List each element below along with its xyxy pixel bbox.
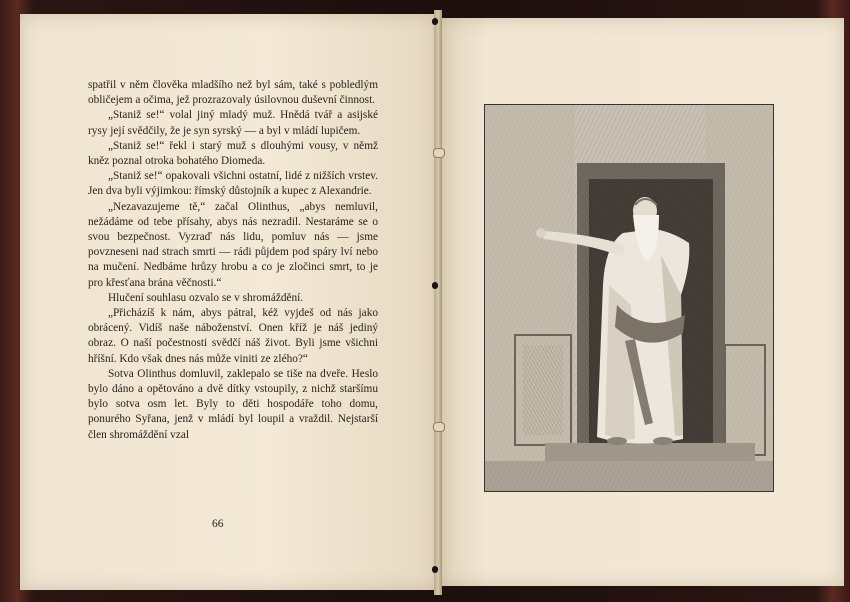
binding-stitch [433, 422, 445, 432]
old-man-in-doorway-illustration [485, 105, 773, 491]
binding-hole [432, 18, 438, 25]
binding-hole [432, 282, 438, 289]
page-body-text [88, 78, 378, 443]
binding-hole [432, 566, 438, 573]
binding-stitch [433, 148, 445, 158]
book-gutter [434, 10, 442, 595]
paragraph: „Přicházíš k nám, abys pátral, kéž vyjdeš od nás jako obrácený. Vidíš naše náboženství. Onen kříž je náš jediný obraz. O naší počestnosti svědčí náš život. Byli jsme všichni hříšní. Kdo však dnes nás může viniti ze zlého?“ [88, 307, 378, 365]
paragraph: Hlučení souhlasu ozvalo se v shromáždění. [108, 291, 304, 304]
paragraph: spatřil v něm člověka mladšího než byl sám, také s pobledlým obličejem a očima, jež prozrazovaly úsilovnou duševní činnost. [88, 79, 378, 107]
illustration-plate [484, 104, 774, 492]
paragraph: „Nezavazujeme tě,“ začal Olinthus, „abys nemluvil, nežádáme od tebe přísahy, abys nás nezradil. Nestaráme se o svou bezpečnost. Vyzraď nás lidu, pomluv nás — jsme povzneseni nad strach smrti — rádi půjdem pod spáry lví nebo na mučení. Nedbáme hrůzy hrobu a co je zločinci smrt, to je pro křesťana brána věčnosti.“ [88, 200, 378, 289]
paragraph: Sotva Olinthus domluvil, zaklepalo se tiše na dveře. Heslo bylo dáno a opětováno a dvě dítky vstoupily, z nichž staršímu bylo sotva osm let. Byly to děti hospodáře toho domu, ponurého Syřana, jenž v mládí byl loupil a vraždil. Nejstarší člen shromáždění vzal [88, 367, 378, 441]
paragraph: „Staniž se!“ volal jiný mladý muž. Hnědá tvář a asijské rysy její svědčily, že je syn syrský — a byl v mládí lupičem. [88, 109, 378, 137]
paragraph: „Staniž se!“ opakovali všichni ostatní, lidé z nižších vrstev. Jen dva byli výjimkou: římský důstojník a kupec z Alexandrie. [88, 170, 378, 198]
paragraph: „Staniž se!“ řekl i starý muž s dlouhými vousy, v němž kněz poznal otroka bohatého Diomeda. [88, 139, 378, 168]
page-number: 66 [212, 518, 224, 530]
